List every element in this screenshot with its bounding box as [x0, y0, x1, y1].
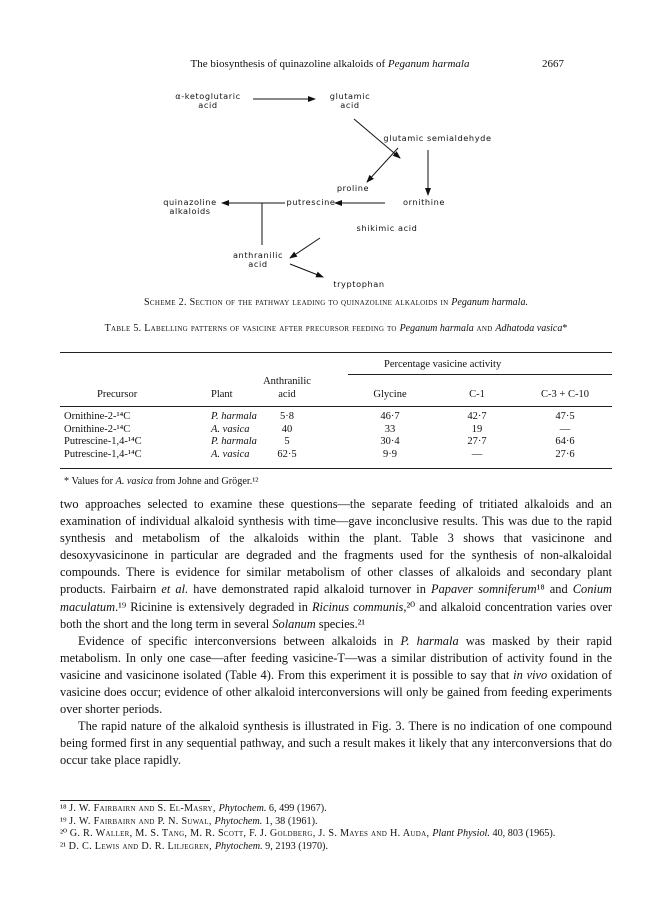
running-title: The biosynthesis of quinazoline alkaloids of [190, 58, 388, 70]
node-anthranilic-acid: anthranilic acid [232, 250, 284, 269]
table-group-header: Percentage vasicine activity [384, 359, 502, 370]
table-cell-anthranilic: 62·5 [277, 448, 297, 460]
arrow-shikimic-to-anthranilic [290, 238, 320, 258]
table-cell-c3c10: 27·6 [555, 448, 575, 460]
table-cell-glycine: 46·7 [380, 411, 400, 422]
node-putrescine: putrescine [286, 197, 336, 207]
table-footnote: * Values for A. vasica from Johne and Gröger.¹² [64, 476, 259, 487]
table-cell-c1: 42·7 [467, 411, 487, 422]
header-c3-c10: C-3 + C-10 [541, 389, 589, 400]
header-acid: acid [278, 389, 296, 400]
table-cell-glycine: 33 [384, 423, 396, 435]
table-cell-precursor: Putrescine-1,4-¹⁴C [64, 448, 142, 460]
table-cell-plant: P. harmala [211, 411, 257, 422]
table-cell-anthranilic: 40 [281, 423, 293, 435]
table-bottom-rule [60, 468, 612, 469]
footnote-rule [60, 800, 210, 801]
table-cell-glycine: 9·9 [383, 448, 397, 460]
table-cell-glycine: 30·4 [380, 436, 400, 447]
footnotes [60, 803, 612, 853]
node-ornithine: ornithine [403, 197, 445, 207]
table-cell-c1: — [471, 448, 483, 460]
table-cell-precursor: Ornithine-2-¹⁴C [64, 423, 131, 435]
table-cell-c1: 19 [471, 423, 483, 435]
table-cell-c1: 27·7 [467, 436, 487, 447]
header-anthranilic: Anthranilic [263, 376, 311, 387]
running-title-species: Peganum harmala [387, 58, 470, 70]
node-glutamic-acid: glutamic acid [329, 91, 371, 110]
table-cell-plant: A. vasica [211, 448, 250, 460]
scheme-caption: Scheme 2. Section of the pathway leading to quinazoline alkaloids in Peganum harmala. [144, 297, 528, 308]
paragraph-1: two approaches selected to examine these questions—the separate feeding of tritiated alkaloids and an examination of individual alkaloid synthesis with time—gave inconclusive results. This was due to the rapid synthesis and metabolism of the alkaloids within the plant. Table 3 shows that vasicinone and desoxyvasicinone in particular are degraded and the fragments used for the synthesis of non-alkaloidal compounds. There is evidence for similar metabolism of other classes of alkaloids and secondary plant products. Fairbairn et al. have demonstrated rapid alkaloid turnover in Papaver somniferum¹⁸ and Conium maculatum.¹⁹ Ricinine is extensively degraded in Ricinus communis,²⁰ and alkaloid concentration varies over both the short and the long term in several Solanum species.²¹ [60, 497, 612, 631]
arrow-semialdehyde-to-proline [367, 148, 398, 182]
node-quinazoline-alkaloids: quinazoline alkaloids [163, 197, 217, 216]
header-c1: C-1 [469, 389, 485, 400]
table-cell-c3c10: 47·5 [555, 411, 575, 422]
footnote-19: ¹⁹ J. W. Fairbairn and P. N. Suwal, Phytochem. 1, 38 (1961). [60, 815, 318, 827]
table-group-rule [348, 374, 612, 375]
node-shikimic-acid: shikimic acid [356, 223, 418, 233]
header-plant: Plant [211, 389, 233, 400]
table-cell-c3c10: — [559, 423, 571, 435]
footnote-18: ¹⁸ J. W. Fairbairn and S. El-Masry, Phytochem. 6, 499 (1967). [60, 803, 327, 814]
table-cell-anthranilic: 5 [284, 436, 290, 447]
body-text [60, 496, 612, 770]
paragraph-3: The rapid nature of the alkaloid synthesis is illustrated in Fig. 3. There is no indication of one compound being formed first in any sequential pathway, and such a result makes it likely that any interconversions that do occur take place rapidly. [60, 719, 612, 768]
node-ketoglutaric-acid: α-ketoglutaric acid [175, 91, 241, 110]
page-number: 2667 [542, 58, 564, 70]
running-header [120, 58, 540, 70]
table-cell-plant: P. harmala [211, 436, 257, 447]
node-proline: proline [336, 183, 370, 193]
paragraph-2: Evidence of specific interconversions between alkaloids in P. harmala was masked by their rapid metabolism. In only one case—after feeding vasicine-T—was a similar distribution of activity found in the vasicine and vasicinone isolated (Table 4). From this experiment it is possible to say that in vivo oxidation of vasicine does occur; evidence of other alkaloid interconversions will only be gained from feeding experiments over shorter periods. [60, 633, 612, 717]
node-tryptophan: tryptophan [333, 279, 385, 289]
arrow-anthranilic-to-tryptophan [290, 264, 323, 277]
header-glycine: Glycine [373, 389, 407, 400]
table-cell-precursor: Putrescine-1,4-¹⁴C [64, 436, 142, 447]
table-caption: Table 5. Labelling patterns of vasicine after precursor feeding to Peganum harmala and Adhatoda vasica* [104, 323, 568, 334]
header-precursor: Precursor [97, 389, 138, 400]
table-cell-anthranilic: 5·8 [280, 411, 294, 422]
table-cell-precursor: Ornithine-2-¹⁴C [64, 411, 131, 422]
table-header-rule [60, 406, 612, 407]
node-glutamic-semialdehyde: glutamic semialdehyde [383, 133, 492, 143]
table-top-rule [60, 352, 612, 353]
table-cell-c3c10: 64·6 [555, 436, 575, 447]
table-cell-plant: A. vasica [211, 423, 250, 435]
footnote-20: ²⁰ G. R. Waller, M. S. Tang, M. R. Scott, F. J. Goldberg, J. S. Mayes and H. Auda, Plant Physiol. 40, 803 (1965). [60, 828, 556, 839]
footnote-21: ²¹ D. C. Lewis and D. R. Liljegren, Phytochem. 9, 2193 (1970). [60, 840, 328, 852]
